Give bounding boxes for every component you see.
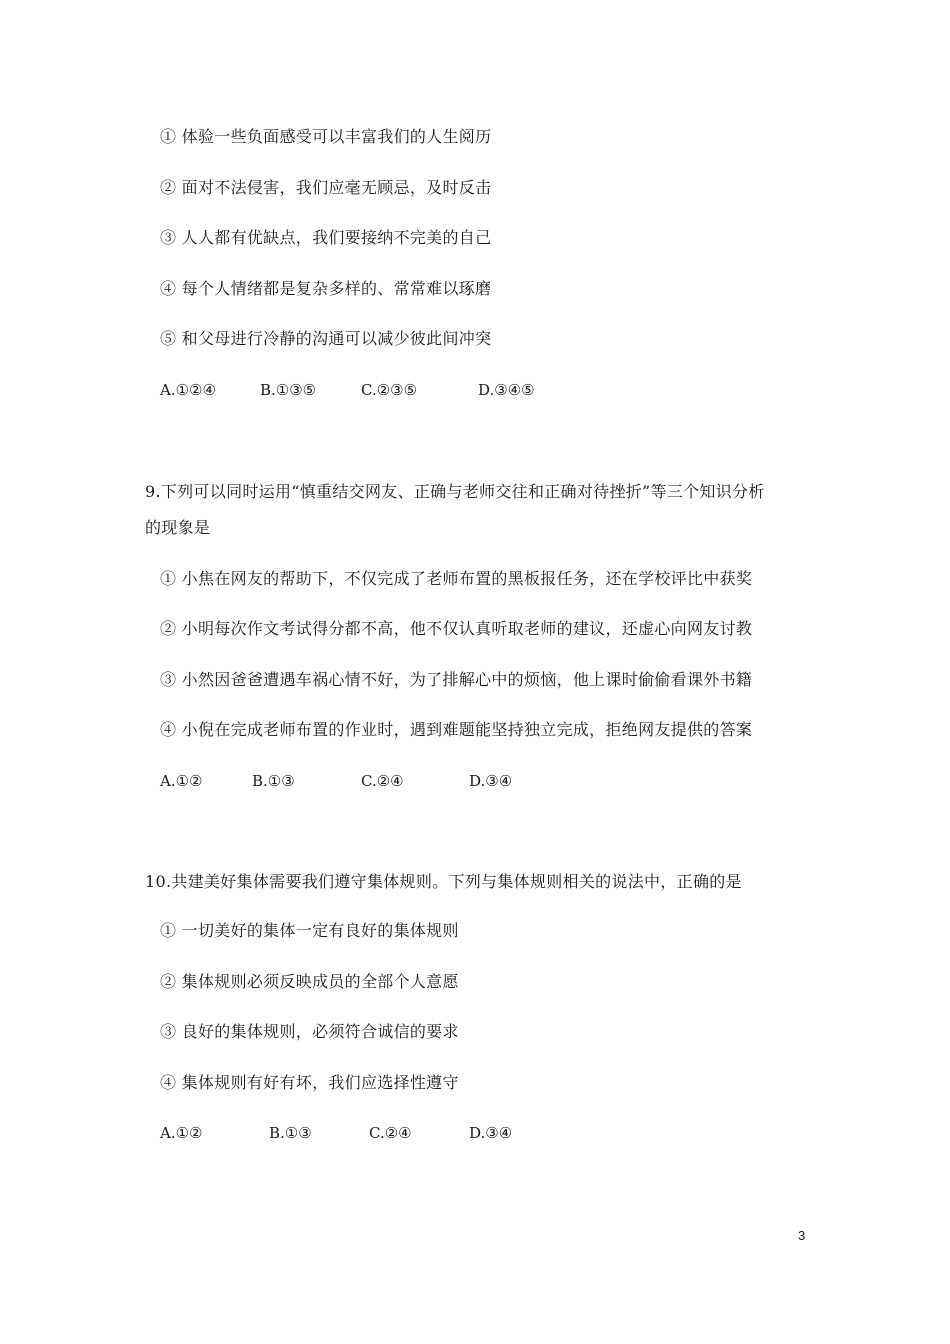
- q10-item-1: ① 一切美好的集体一定有良好的集体规则: [160, 921, 459, 940]
- q9-item-1: ① 小焦在网友的帮助下，不仅完成了老师布置的黑板报任务，还在学校评比中获奖: [160, 569, 753, 588]
- q8-option-b: B.①③⑤: [260, 381, 317, 399]
- q10-option-d: D.③④: [469, 1124, 513, 1142]
- page-number: 3: [798, 1228, 806, 1243]
- q10-option-a: A.①②: [160, 1124, 203, 1142]
- q9-item-3: ③ 小然因爸爸遭遇车祸心情不好，为了排解心中的烦恼，他上课时偷偷看课外书籍: [160, 670, 753, 689]
- q8-item-1: ① 体验一些负面感受可以丰富我们的人生阅历: [160, 127, 492, 146]
- q10-item-3: ③ 良好的集体规则，必须符合诚信的要求: [160, 1022, 459, 1041]
- q9-item-4: ④ 小倪在完成老师布置的作业时，遇到难题能坚持独立完成，拒绝网友提供的答案: [160, 720, 753, 739]
- q8-item-3: ③ 人人都有优缺点，我们要接纳不完美的自己: [160, 228, 492, 247]
- q9-option-a: A.①②: [160, 772, 203, 790]
- q10-option-c: C.②④: [369, 1124, 412, 1142]
- q9-option-b: B.①③: [252, 772, 295, 790]
- q10-stem: 10.共建美好集体需要我们遵守集体规则。下列与集体规则相关的说法中，正确的是: [145, 872, 742, 891]
- q9-option-d: D.③④: [469, 772, 513, 790]
- q8-option-c: C.②③⑤: [361, 381, 418, 399]
- q10-item-4: ④ 集体规则有好有坏，我们应选择性遵守: [160, 1073, 459, 1092]
- q8-item-5: ⑤ 和父母进行冷静的沟通可以减少彼此间冲突: [160, 329, 492, 348]
- q8-item-4: ④ 每个人情绪都是复杂多样的、常常难以琢磨: [160, 279, 492, 298]
- q9-option-c: C.②④: [361, 772, 404, 790]
- q9-stem-line2: 的现象是: [145, 518, 211, 537]
- q10-item-2: ② 集体规则必须反映成员的全部个人意愿: [160, 972, 459, 991]
- q9-item-2: ② 小明每次作文考试得分都不高，他不仅认真听取老师的建议，还虚心向网友讨教: [160, 619, 753, 638]
- q8-option-d: D.③④⑤: [478, 381, 535, 399]
- q8-option-a: A.①②④: [160, 381, 216, 399]
- q9-stem-line1: 9.下列可以同时运用“慎重结交网友、正确与老师交往和正确对待挫折”等三个知识分析: [145, 482, 765, 501]
- q10-option-b: B.①③: [269, 1124, 312, 1142]
- q8-item-2: ② 面对不法侵害，我们应毫无顾忌，及时反击: [160, 178, 492, 197]
